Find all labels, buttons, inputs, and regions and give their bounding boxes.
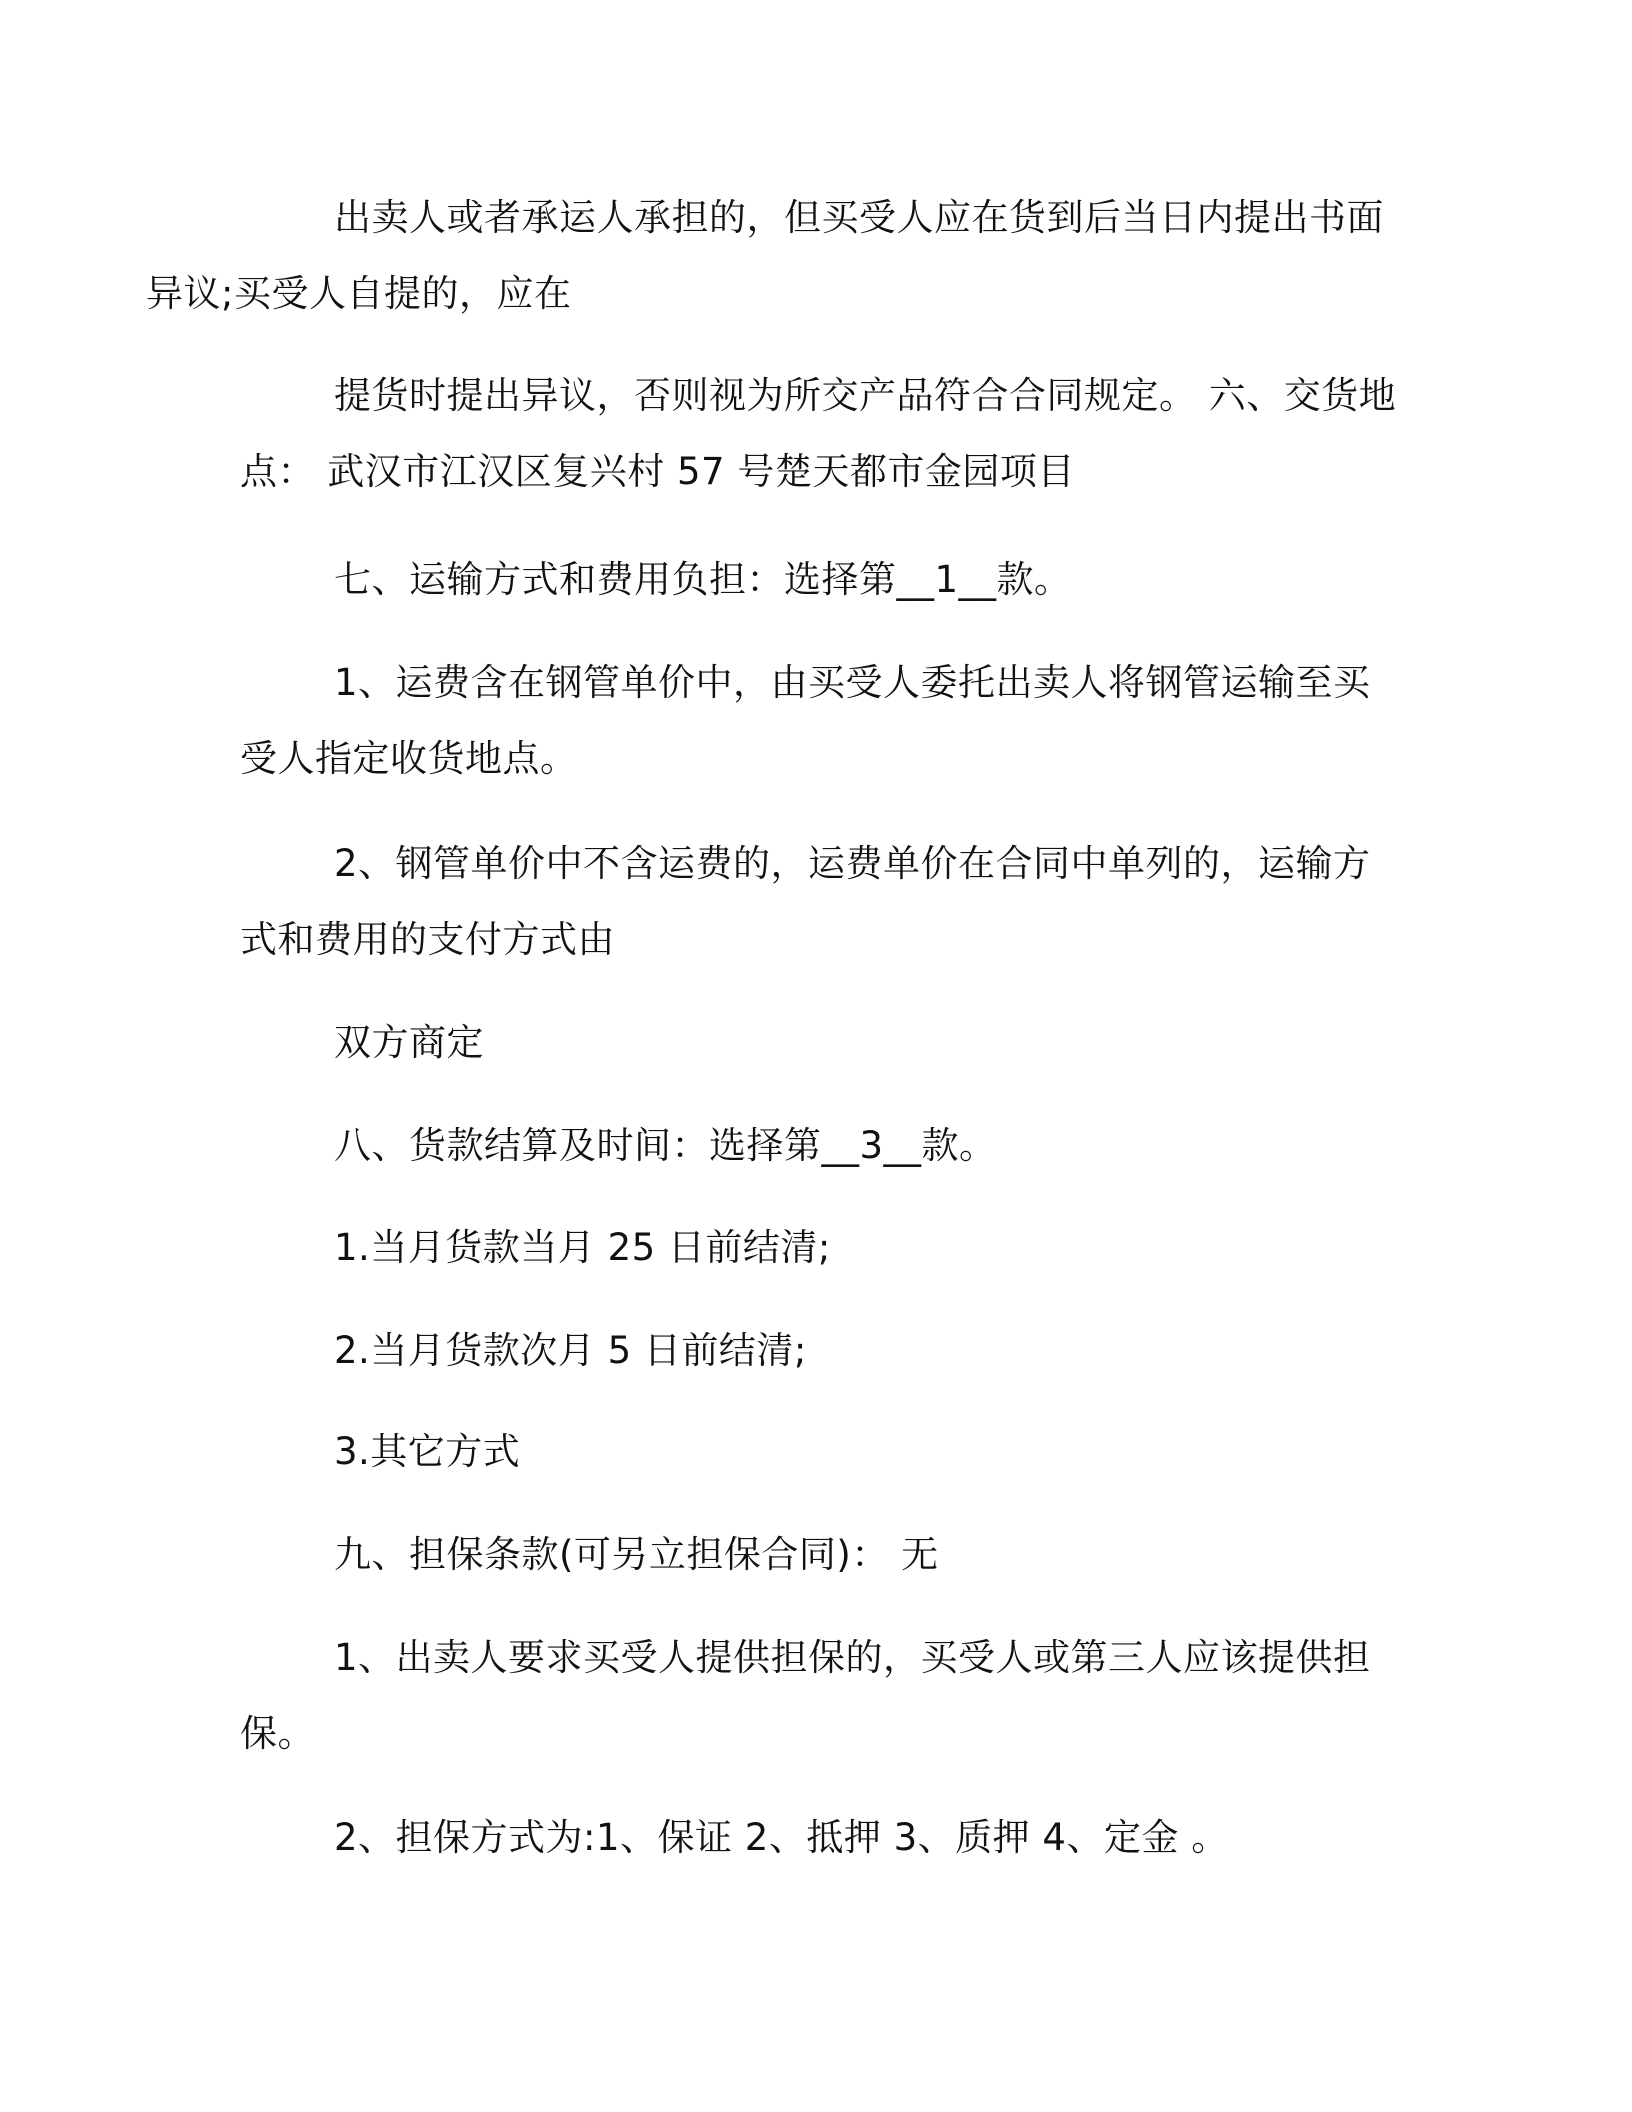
paragraph-guarantee-request — [240, 1620, 1400, 1772]
text-line: 1、出卖人要求买受人提供担保的，买受人或第三人应该提供担 — [334, 1636, 1371, 1679]
payment-option-3 — [240, 1414, 1400, 1490]
text-line: 受人指定收货地点。 — [240, 737, 578, 780]
section-seven-heading — [240, 542, 1400, 618]
section-nine-heading — [240, 1517, 1400, 1593]
paragraph-delivery-location — [240, 358, 1400, 510]
paragraph-freight-included — [240, 645, 1400, 797]
text-line: 双方商定 — [334, 1021, 484, 1064]
paragraph-mutual-agreement — [240, 1005, 1400, 1081]
section-eight-heading — [240, 1108, 1400, 1184]
text-line: 2、担保方式为:1、保证 2、抵押 3、质押 4、定金 。 — [334, 1816, 1229, 1859]
text-line: 出卖人或者承运人承担的，但买受人应在货到后当日内提出书面 — [334, 196, 1384, 239]
payment-option-2 — [240, 1313, 1400, 1389]
text-line: 异议;买受人自提的，应在 — [146, 272, 572, 315]
paragraph-inspection-objection — [146, 180, 1400, 332]
paragraph-freight-excluded — [240, 826, 1400, 978]
text-line: 2、钢管单价中不含运费的，运费单价在合同中单列的，运输方 — [334, 842, 1371, 885]
text-line: 九、担保条款(可另立担保合同)： 无 — [334, 1533, 939, 1576]
text-line: 点： 武汉市江汉区复兴村 57 号楚天都市金园项目 — [240, 450, 1075, 493]
text-line: 1、运费含在钢管单价中，由买受人委托出卖人将钢管运输至买 — [334, 661, 1371, 704]
text-line: 式和费用的支付方式由 — [240, 918, 615, 961]
text-line: 2.当月货款次月 5 日前结清; — [334, 1329, 807, 1372]
text-line: 七、运输方式和费用负担：选择第__1__款。 — [334, 558, 1072, 601]
payment-option-1 — [240, 1210, 1400, 1286]
text-line: 八、货款结算及时间：选择第__3__款。 — [334, 1124, 997, 1167]
text-line: 1.当月货款当月 25 日前结清; — [334, 1226, 831, 1269]
text-line: 提货时提出异议，否则视为所交产品符合合同规定。 六、交货地 — [334, 374, 1397, 417]
text-line: 保。 — [240, 1712, 315, 1755]
paragraph-guarantee-methods — [240, 1800, 1400, 1876]
text-line: 3.其它方式 — [334, 1430, 521, 1473]
